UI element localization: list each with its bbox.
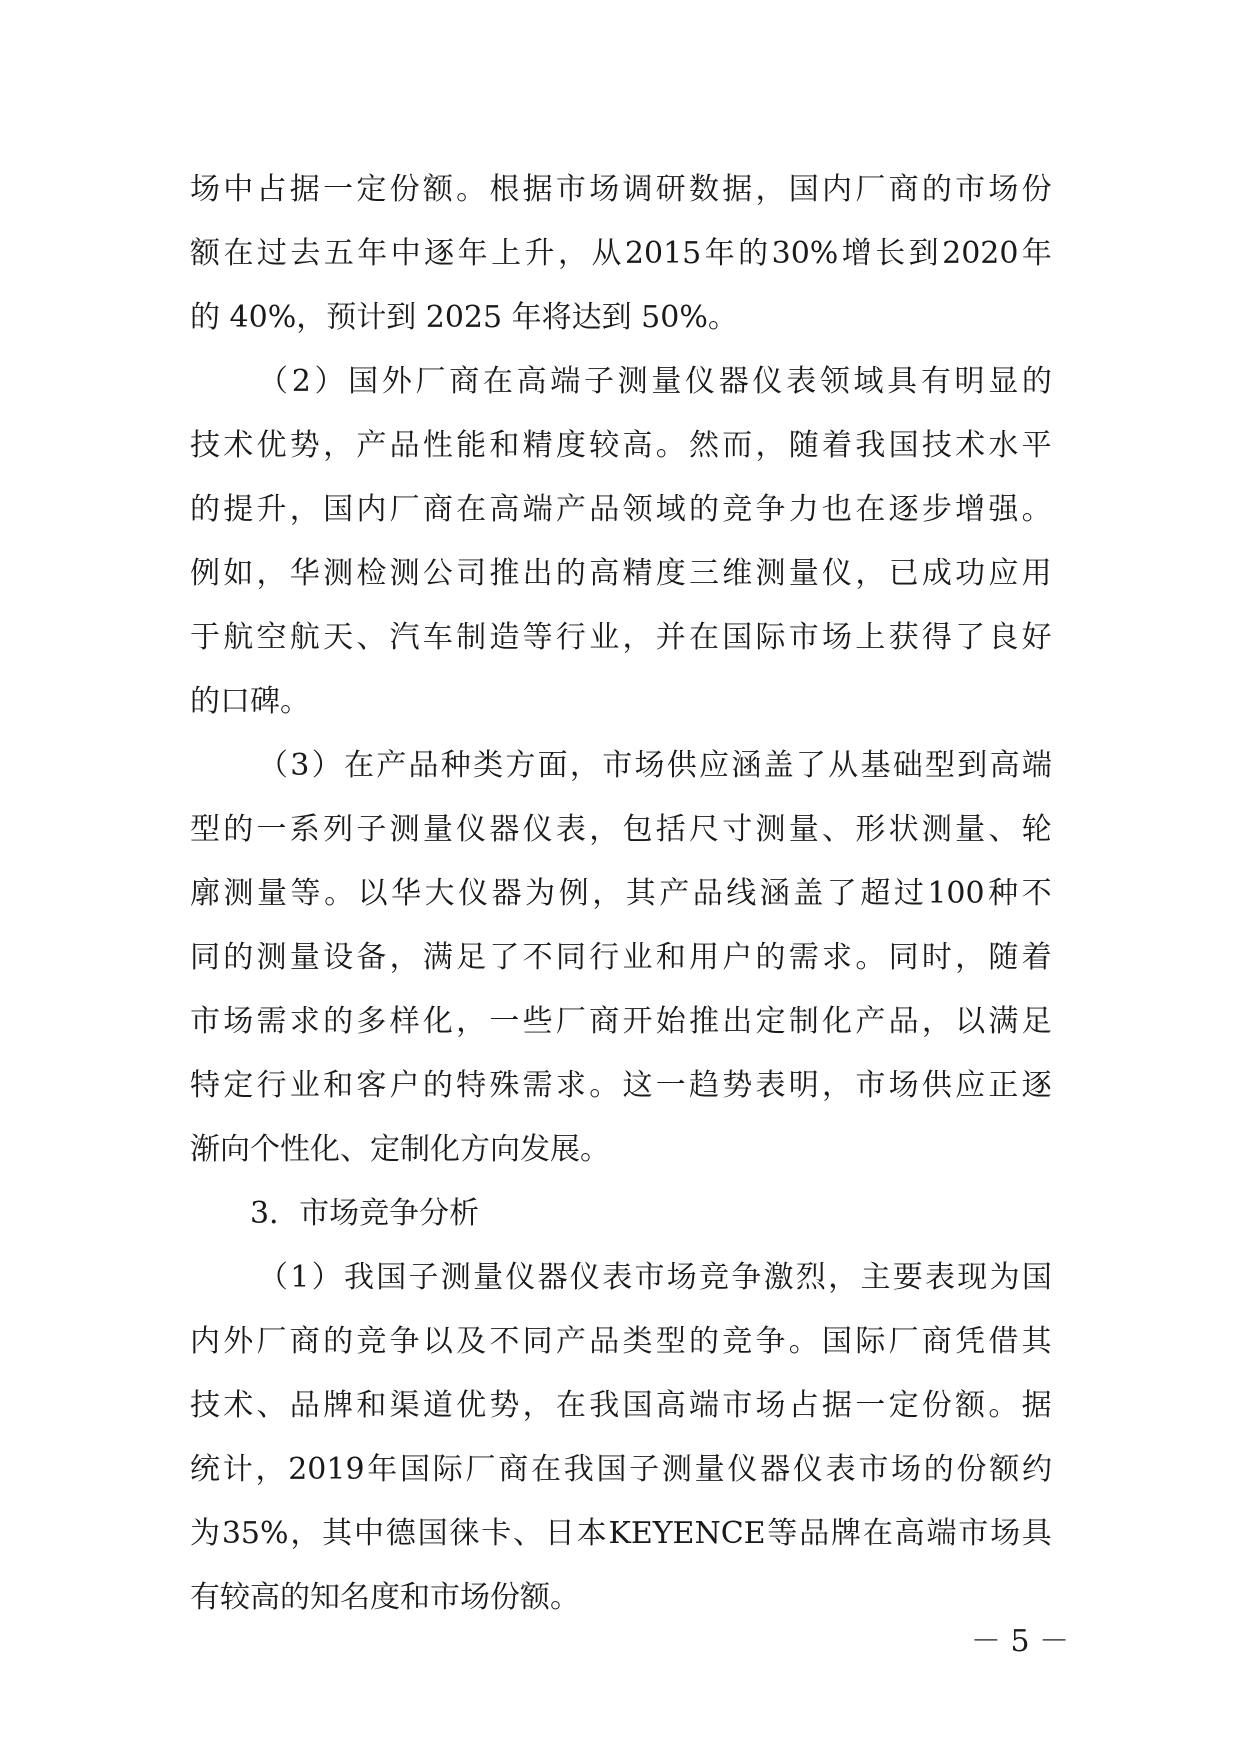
text-line: 技 术 、 品 牌 和 渠 道 优 势 ， 在 我 国 高 端 市 场 占 据 一 定 份 额 。 据 — [190, 1388, 1052, 1423]
text-line: （ 2 ） 国 外 厂 商 在 高 端 子 测 量 仪 器 仪 表 领 域 具 有 明 显 的 — [258, 364, 1052, 399]
text-line: 为 35% ， 其 中 德 国 徕 卡 、 日 本 KEYENCE 等 品 牌 在 高 端 市 场 具 — [190, 1516, 1052, 1551]
document-body — [190, 158, 1052, 1630]
text-line: 的 提 升 ， 国 内 厂 商 在 高 端 产 品 领 域 的 竞 争 力 也 在 逐 步 增 强 。 — [190, 492, 1052, 527]
text-line: 额 在 过 去 五 年 中 逐 年 上 升 ， 从 2015 年 的 30% 增 长 到 2020 年 — [190, 236, 1052, 271]
text-line: 廓 测 量 等 。 以 华 大 仪 器 为 例 ， 其 产 品 线 涵 盖 了 超 过 100 种 不 — [190, 876, 1052, 911]
text-line: 内 外 厂 商 的 竞 争 以 及 不 同 产 品 类 型 的 竞 争 。 国 际 厂 商 凭 借 其 — [190, 1324, 1052, 1359]
text-line: 技 术 优 势 ， 产 品 性 能 和 精 度 较 高 。 然 而 ， 随 着 我 国 技 术 水 平 — [190, 428, 1052, 463]
text-line: 统 计 ， 2019 年 国 际 厂 商 在 我 国 子 测 量 仪 器 仪 表 市 场 的 份 额 约 — [190, 1452, 1052, 1487]
text-line: （ 1 ） 我 国 子 测 量 仪 器 仪 表 市 场 竞 争 激 烈 ， 主 要 表 现 为 国 — [258, 1260, 1052, 1295]
text-line: 的口碑。 — [190, 684, 310, 719]
text-line: 于 航 空 航 天 、 汽 车 制 造 等 行 业 ， 并 在 国 际 市 场 上 获 得 了 良 好 — [190, 620, 1052, 655]
section-heading: 3．市场竞争分析 — [250, 1196, 480, 1231]
text-line: 的 40%，预计到 2025 年将达到 50%。 — [190, 300, 738, 335]
text-line: （ 3 ） 在 产 品 种 类 方 面 ， 市 场 供 应 涵 盖 了 从 基 础 型 到 高 端 — [258, 748, 1052, 783]
text-line: 渐向个性化、定制化方向发展。 — [190, 1132, 610, 1167]
text-line: 例 如 ， 华 测 检 测 公 司 推 出 的 高 精 度 三 维 测 量 仪 ， 已 成 功 应 用 — [190, 556, 1052, 591]
text-line: 特 定 行 业 和 客 户 的 特 殊 需 求 。 这 一 趋 势 表 明 ， 市 场 供 应 正 逐 — [190, 1068, 1052, 1103]
page-number: － 5 － — [970, 1624, 1070, 1659]
text-line: 市 场 需 求 的 多 样 化 ， 一 些 厂 商 开 始 推 出 定 制 化 产 品 ， 以 满 足 — [190, 1004, 1052, 1039]
text-line: 型 的 一 系 列 子 测 量 仪 器 仪 表 ， 包 括 尺 寸 测 量 、 形 状 测 量 、 轮 — [190, 812, 1052, 847]
text-line: 场 中 占 据 一 定 份 额 。 根 据 市 场 调 研 数 据 ， 国 内 厂 商 的 市 场 份 — [190, 172, 1052, 207]
text-line: 同 的 测 量 设 备 ， 满 足 了 不 同 行 业 和 用 户 的 需 求 。 同 时 ， 随 着 — [190, 940, 1052, 975]
text-line: 有较高的知名度和市场份额。 — [190, 1580, 580, 1615]
